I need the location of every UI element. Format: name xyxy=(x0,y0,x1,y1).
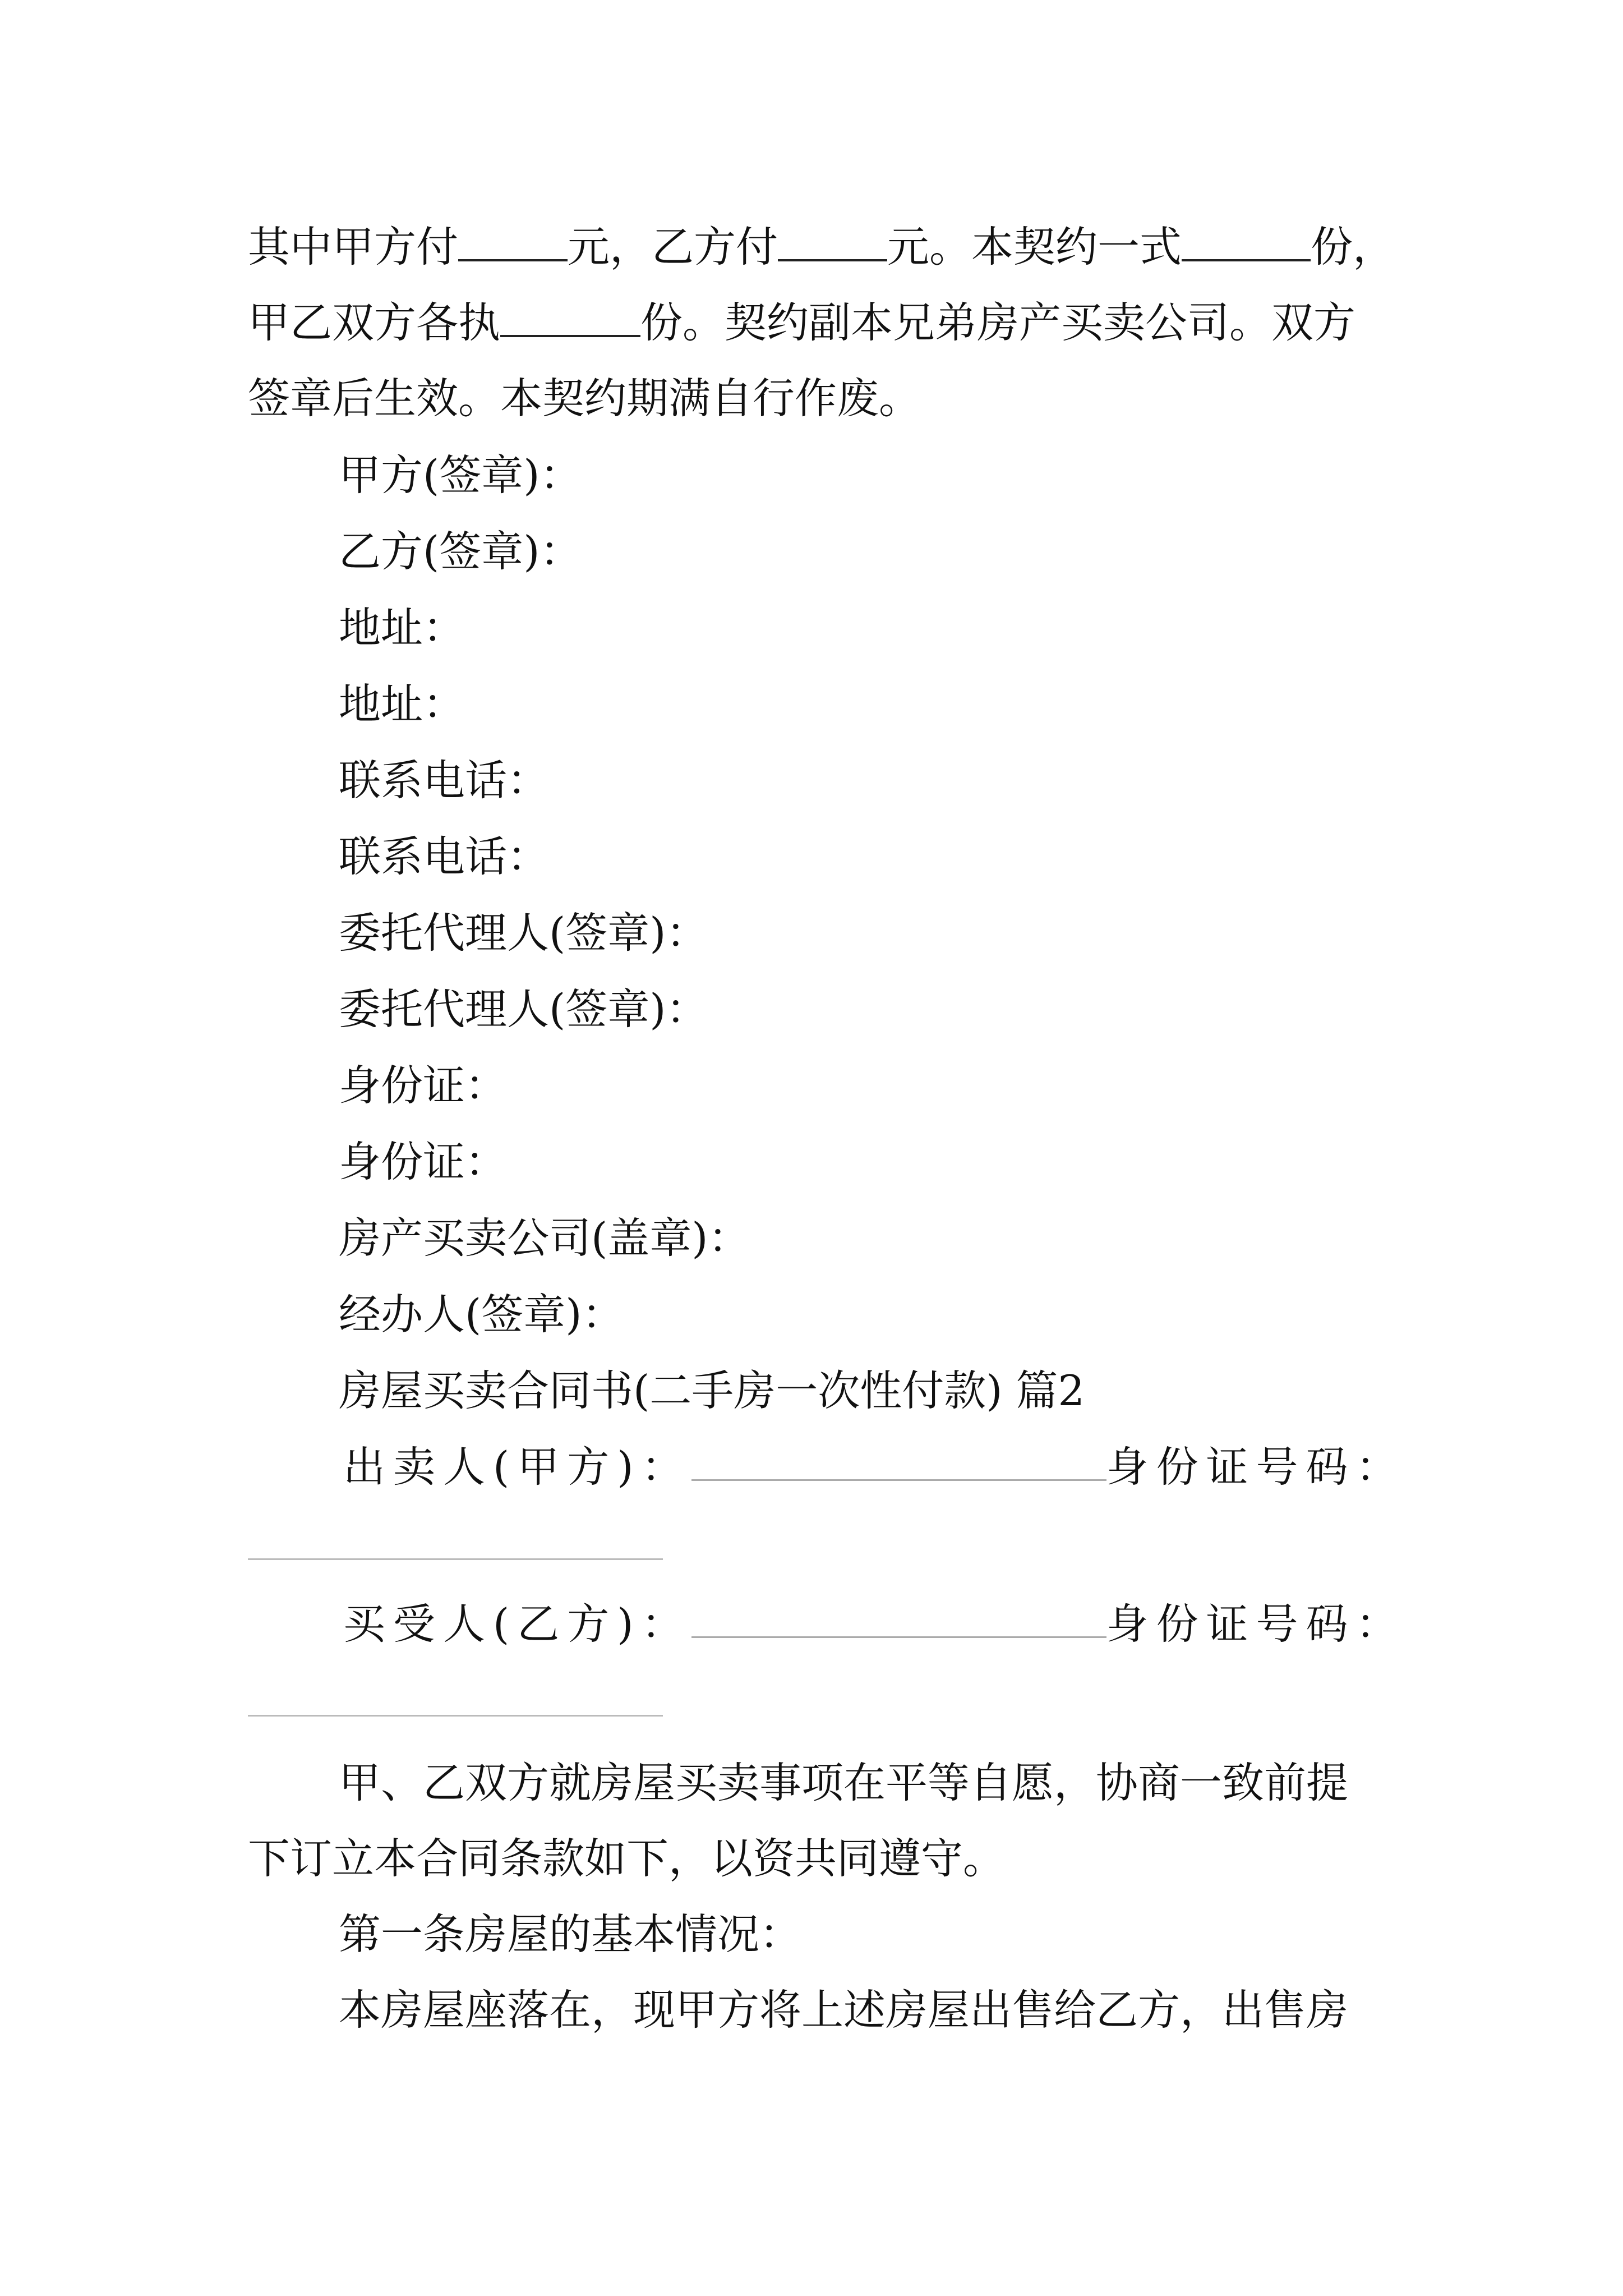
signature-line: 乙方(签章)： xyxy=(339,527,582,576)
buyer-line xyxy=(343,1596,1487,1652)
section-title: 房屋买卖合同书(二手房一次性付款) 篇2 xyxy=(339,1366,1085,1415)
seller-label: 出卖人(甲方)： xyxy=(343,1442,691,1492)
buyer-id-field xyxy=(248,1715,663,1717)
blank-line xyxy=(500,295,640,337)
text-segment: 元。本契约一式 xyxy=(887,222,1182,272)
para1-line3: 签章后生效。本契约期满自行作废。 xyxy=(248,374,921,423)
text-segment: 元，乙方付 xyxy=(568,222,778,272)
signature-line: 委托代理人(签章)： xyxy=(339,908,708,958)
blank-line xyxy=(1182,219,1311,261)
signature-line: 地址： xyxy=(339,603,465,652)
buyer-id-label: 身份证号码： xyxy=(1106,1599,1406,1649)
text-segment: 甲乙双方各执 xyxy=(248,298,501,347)
signature-line: 联系电话： xyxy=(339,756,550,805)
seller-id-field xyxy=(248,1558,663,1560)
signature-line: 经办人(签章)： xyxy=(339,1290,624,1339)
article1-line1: 本房屋座落在，现甲方将上述房屋出售给乙方，出售房 xyxy=(339,1985,1349,2035)
blank-line xyxy=(458,219,568,261)
text-segment: 份。契约副本兄弟房产买卖公司。双方 xyxy=(640,298,1356,347)
para1-line1 xyxy=(248,219,1395,275)
seller-name-field xyxy=(691,1439,1106,1481)
signature-line: 身份证： xyxy=(339,1061,508,1110)
signature-line: 委托代理人(签章)： xyxy=(339,984,708,1034)
para1-line2 xyxy=(248,295,1392,351)
signature-line: 身份证： xyxy=(339,1137,508,1186)
text-segment: 份， xyxy=(1311,222,1395,272)
buyer-name-field xyxy=(691,1596,1106,1638)
signature-line: 房产买卖公司(盖章)： xyxy=(339,1213,750,1263)
signature-line: 地址： xyxy=(339,679,465,729)
seller-id-label: 身份证号码： xyxy=(1106,1442,1406,1492)
seller-line xyxy=(343,1439,1487,1495)
buyer-label: 买受人(乙方)： xyxy=(343,1599,691,1649)
signature-line: 联系电话： xyxy=(339,832,550,881)
signature-line: 甲方(签章)： xyxy=(339,450,582,500)
article1-title: 第一条房屋的基本情况： xyxy=(339,1910,802,1959)
text-segment: 其中甲方付 xyxy=(248,222,459,272)
para2-line1: 甲、乙双方就房屋买卖事项在平等自愿，协商一致前提 xyxy=(339,1758,1349,1807)
para2-line2: 下订立本合同条款如下，以资共同遵守。 xyxy=(248,1834,1006,1883)
blank-line xyxy=(778,219,887,261)
